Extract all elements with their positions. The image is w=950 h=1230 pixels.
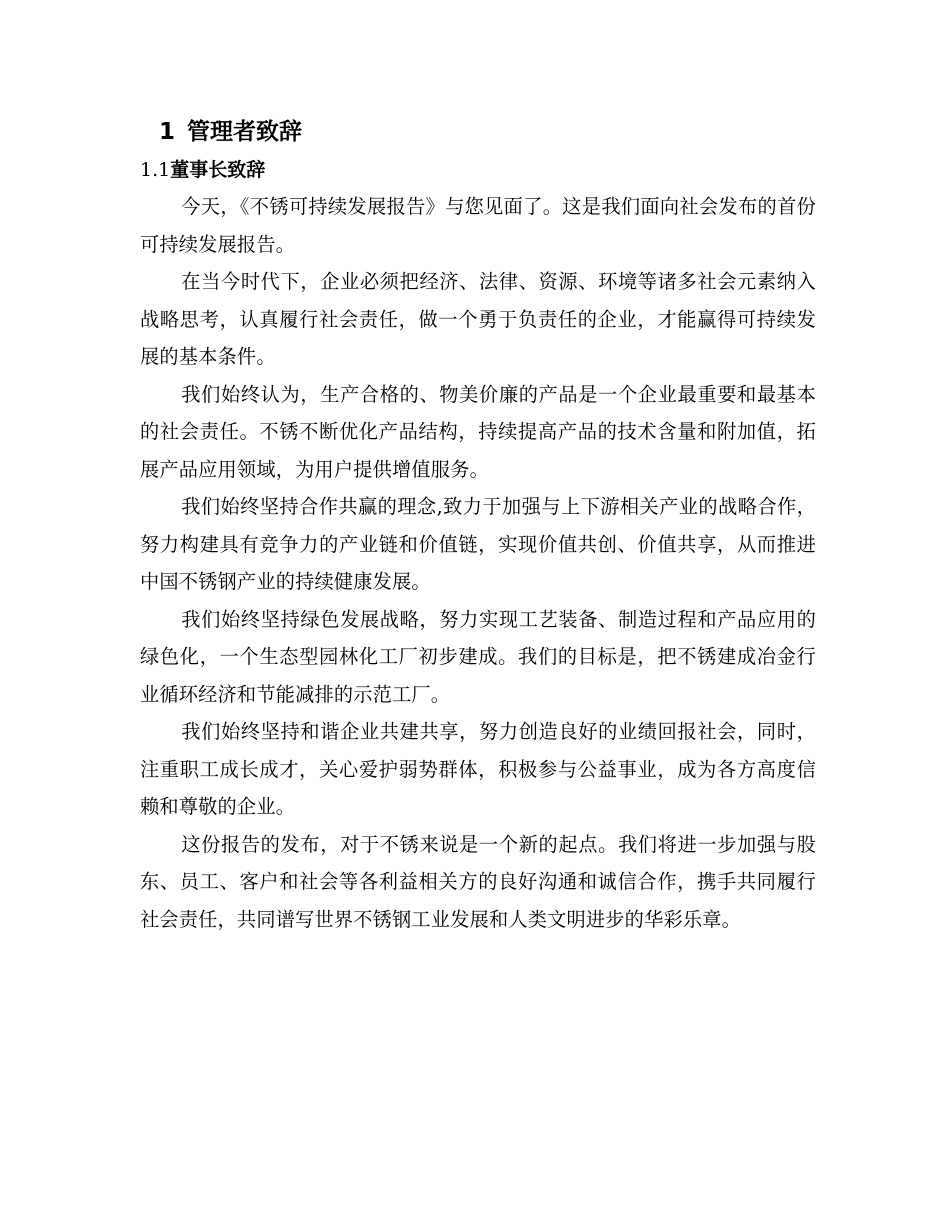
paragraph-4: 我们始终坚持合作共赢的理念,致力于加强与上下游相关产业的战略合作，努力构建具有竞争力的产业链和价值链，实现价值共创、价值共享，从而推进中国不锈钢产业的持续健康发展。 — [140, 495, 816, 593]
section-number: 1 — [159, 119, 176, 145]
paragraph-7: 这份报告的发布，对于不锈来说是一个新的起点。我们将进一步加强与股东、员工、客户和社会等各利益相关方的良好沟通和诚信合作，携手共同履行社会责任，共同谱写世界不锈钢工业发展和人类文明进步的华彩乐章。 — [140, 832, 816, 931]
section-title: 管理者致辞 — [187, 119, 302, 145]
paragraph-2: 在当今时代下，企业必须把经济、法律、资源、环境等诸多社会元素纳入战略思考，认真履行社会责任，做一个勇于负责任的企业，才能赢得可持续发展的基本条件。 — [140, 270, 816, 368]
paragraph-5: 我们始终坚持绿色发展战略，努力实现工艺装备、制造过程和产品应用的绿色化，一个生态型园林化工厂初步建成。我们的目标是，把不锈建成冶金行业循环经济和节能减排的示范工厂。 — [140, 607, 816, 706]
section-heading — [140, 112, 816, 152]
paragraph-3: 我们始终认为，生产合格的、物美价廉的产品是一个企业最重要和最基本的社会责任。不锈不断优化产品结构，持续提高产品的技术含量和附加值，拓展产品应用领域，为用户提供增值服务。 — [140, 382, 816, 481]
document-page — [140, 112, 816, 938]
paragraph-1: 今天，《不锈可持续发展报告》与您见面了。这是我们面向社会发布的首份可持续发展报告。 — [140, 195, 816, 256]
subsection-number: 1.1 — [140, 159, 171, 181]
paragraph-6: 我们始终坚持和谐企业共建共享，努力创造良好的业绩回报社会，同时，注重职工成长成才，关心爱护弱势群体，积极参与公益事业，成为各方高度信赖和尊敬的企业。 — [140, 720, 816, 818]
subsection-title: 董事长致辞 — [170, 159, 266, 181]
subsection-heading — [140, 152, 816, 188]
